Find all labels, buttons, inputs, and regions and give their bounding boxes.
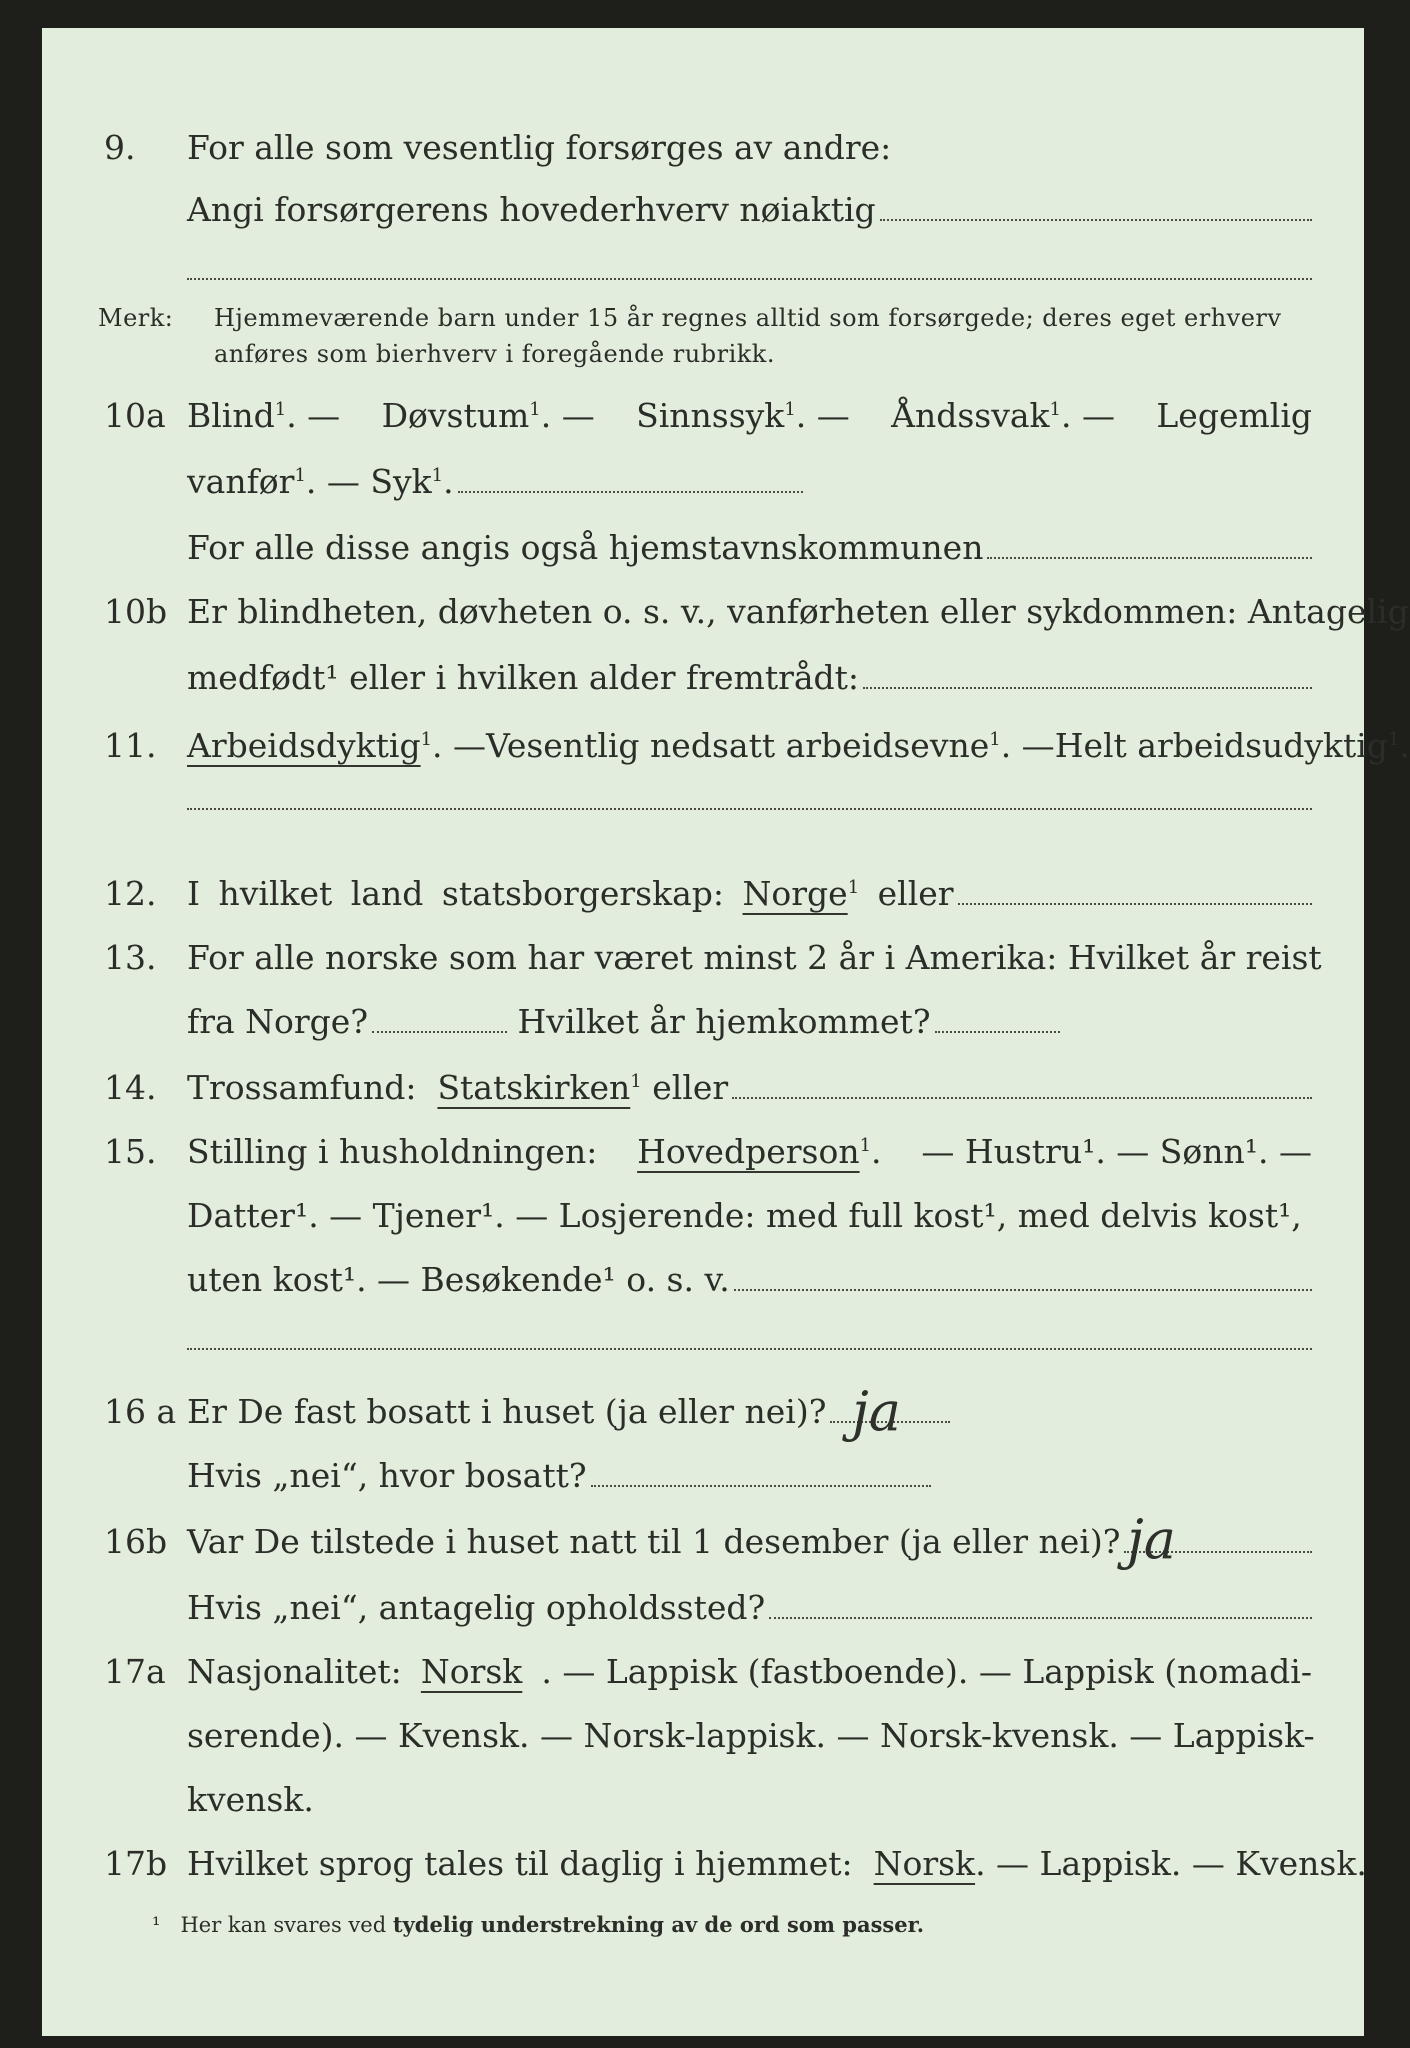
option-dovstum: Døvstum bbox=[381, 396, 530, 435]
question-number: 10a bbox=[104, 396, 166, 435]
question-17a-line2 bbox=[42, 1706, 1364, 1766]
question-number: 15. bbox=[104, 1132, 157, 1171]
question-17a bbox=[42, 1642, 1364, 1702]
question-number: 16 a bbox=[104, 1392, 177, 1431]
option-nedsatt-arbeidsevne: Vesentlig nedsatt arbeidsevne bbox=[486, 726, 990, 765]
field-label: Hvilket år hjemkommet? bbox=[517, 1002, 931, 1041]
question-text: For alle norske som har været minst 2 år i Amerika: Hvilket år reist bbox=[187, 938, 1322, 977]
answer-line[interactable] bbox=[935, 1030, 1060, 1033]
question-13 bbox=[42, 928, 1364, 988]
option-sinnssyk: Sinnssyk bbox=[636, 396, 785, 435]
question-9 bbox=[42, 118, 1364, 178]
question-13-line2 bbox=[42, 992, 1364, 1052]
answer-line[interactable] bbox=[732, 1096, 1312, 1099]
question-text: I hvilket land statsborgerskap: bbox=[187, 874, 725, 913]
answer-norge: Norge bbox=[742, 874, 848, 913]
field-label: fra Norge? bbox=[187, 1002, 369, 1041]
options: serende). — Kvensk. — Norsk-lappisk. — Norsk-kvensk. — Lappisk- bbox=[187, 1716, 1315, 1755]
field-label: eller bbox=[877, 874, 954, 913]
answer-line[interactable] bbox=[863, 686, 1312, 689]
options: uten kost¹. — Besøkende¹ o. s. v. bbox=[187, 1260, 730, 1299]
answer-norsk: Norsk bbox=[420, 1652, 523, 1691]
question-number: 17a bbox=[104, 1652, 166, 1691]
field-label: eller bbox=[652, 1068, 729, 1107]
answer-line[interactable] bbox=[458, 490, 803, 493]
question-number: 17b bbox=[104, 1844, 168, 1883]
question-number: 13. bbox=[104, 938, 157, 977]
question-15-line2 bbox=[42, 1186, 1364, 1246]
option-arbeidsudyktig: Helt arbeidsudyktig bbox=[1054, 726, 1388, 765]
note-label: Merk: bbox=[98, 304, 174, 332]
answer-line[interactable] bbox=[769, 1616, 1312, 1619]
handwritten-answer: ja bbox=[852, 1380, 901, 1443]
field-label: Hvis „nei“, hvor bosatt? bbox=[187, 1456, 587, 1495]
question-12: 12. I hvilket land statsborgerskap: Norge$^1$ eller bbox=[42, 864, 1364, 924]
answer-line[interactable] bbox=[734, 1288, 1312, 1291]
question-16a bbox=[42, 1382, 1364, 1442]
question-10a-line2: vanfør$^1$. — Syk$^1$. bbox=[42, 452, 1364, 512]
question-15: 15. Stilling i husholdningen: Hovedperson$^1$. — Hustru¹. — Sønn¹. — bbox=[42, 1122, 1364, 1182]
options: . — Lappisk. — Kvensk. bbox=[975, 1844, 1367, 1883]
question-text: Er blindheten, døvheten o. s. v., vanførheten eller sykdommen: Antagelig bbox=[187, 592, 1409, 631]
answer-line[interactable] bbox=[187, 1348, 1312, 1350]
question-text: Var De tilstede i huset natt til 1 desember (ja eller nei)? bbox=[187, 1522, 1121, 1561]
options: . — Lappisk (fastboende). — Lappisk (nomadi- bbox=[541, 1652, 1312, 1691]
option-vanfor: vanfør bbox=[187, 462, 295, 501]
note-text: Hjemmeværende barn under 15 år regnes alltid som forsørgede; deres eget erhverv anføres som bierhverv i foregående rubrikk. bbox=[214, 304, 1282, 368]
footnote-mark: ¹ bbox=[152, 1913, 161, 1937]
answer-line[interactable] bbox=[591, 1484, 931, 1487]
question-text: Trossamfund: bbox=[187, 1068, 417, 1107]
answer-line[interactable] bbox=[187, 278, 1312, 280]
option-syk: Syk bbox=[370, 462, 432, 501]
option-legemlig: Legemlig bbox=[1156, 396, 1312, 435]
options: — Hustru¹. — Sønn¹. — bbox=[921, 1132, 1312, 1171]
option-blind: Blind bbox=[187, 396, 275, 435]
answer-hovedperson: Hovedperson bbox=[637, 1132, 860, 1171]
question-number: 12. bbox=[104, 874, 157, 913]
question-number: 9. bbox=[104, 128, 136, 167]
footnote-text: Her kan svares ved bbox=[180, 1913, 387, 1937]
field-label: Hvis „nei“, antagelig opholdssted? bbox=[187, 1588, 766, 1627]
question-14: 14. Trossamfund: Statskirken$^1$ eller bbox=[42, 1058, 1364, 1118]
question-number: 10b bbox=[104, 592, 168, 631]
answer-line[interactable] bbox=[987, 556, 1312, 559]
answer-line[interactable] bbox=[372, 1030, 507, 1033]
field-label: For alle disse angis også hjemstavnskommunen bbox=[187, 528, 984, 567]
question-17a-line3 bbox=[42, 1770, 1364, 1830]
question-text: Nasjonalitet: bbox=[187, 1652, 402, 1691]
answer-line[interactable] bbox=[880, 218, 1312, 221]
question-10a: 10a Blind$^1$. — Døvstum$^1$. — Sinnssyk$^1$. — Åndssvak$^1$. — Legemlig bbox=[42, 386, 1364, 446]
question-9-field bbox=[42, 180, 1364, 240]
answer-line[interactable] bbox=[187, 808, 1312, 810]
answer-statskirken: Statskirken bbox=[437, 1068, 631, 1107]
options: kvensk. bbox=[187, 1780, 314, 1819]
census-form-page bbox=[42, 28, 1410, 2036]
footnote bbox=[152, 1912, 924, 1937]
option-andssvak: Åndssvak bbox=[891, 396, 1050, 435]
question-text: Hvilket sprog tales til daglig i hjemmet: bbox=[187, 1844, 853, 1883]
question-text: For alle som vesentlig forsørges av andre: bbox=[187, 128, 892, 167]
question-11: 11. Arbeidsdyktig$^1$. — Vesentlig nedsatt arbeidsevne$^1$. — Helt arbeidsudyktig$^1$. bbox=[42, 716, 1364, 776]
question-15-line3 bbox=[42, 1250, 1364, 1310]
question-10b-line2 bbox=[42, 648, 1364, 708]
question-number: 14. bbox=[104, 1068, 157, 1107]
question-text: Er De fast bosatt i huset (ja eller nei)? bbox=[187, 1392, 827, 1431]
question-number: 11. bbox=[104, 726, 157, 765]
options: Datter¹. — Tjener¹. — Losjerende: med full kost¹, med delvis kost¹, bbox=[187, 1196, 1302, 1235]
option-arbeidsdyktig: Arbeidsdyktig bbox=[187, 726, 421, 765]
question-text: Stilling i husholdningen: bbox=[187, 1132, 598, 1171]
question-16a-line2 bbox=[42, 1446, 1364, 1506]
question-17b bbox=[42, 1834, 1367, 1894]
handwritten-answer: ja bbox=[1127, 1508, 1176, 1571]
question-16b-line2 bbox=[42, 1578, 1364, 1638]
field-label: Angi forsørgerens hovederhverv nøiaktig bbox=[187, 190, 876, 229]
question-10b bbox=[42, 582, 1409, 642]
answer-norsk: Norsk bbox=[873, 1844, 976, 1883]
answer-line[interactable] bbox=[958, 902, 1312, 905]
question-number: 16b bbox=[104, 1522, 168, 1561]
field-label: medfødt¹ eller i hvilken alder fremtrådt: bbox=[187, 658, 860, 697]
footnote-bold-text: tydelig understrekning av de ord som passer. bbox=[392, 1912, 925, 1937]
question-10a-line3 bbox=[42, 518, 1364, 578]
